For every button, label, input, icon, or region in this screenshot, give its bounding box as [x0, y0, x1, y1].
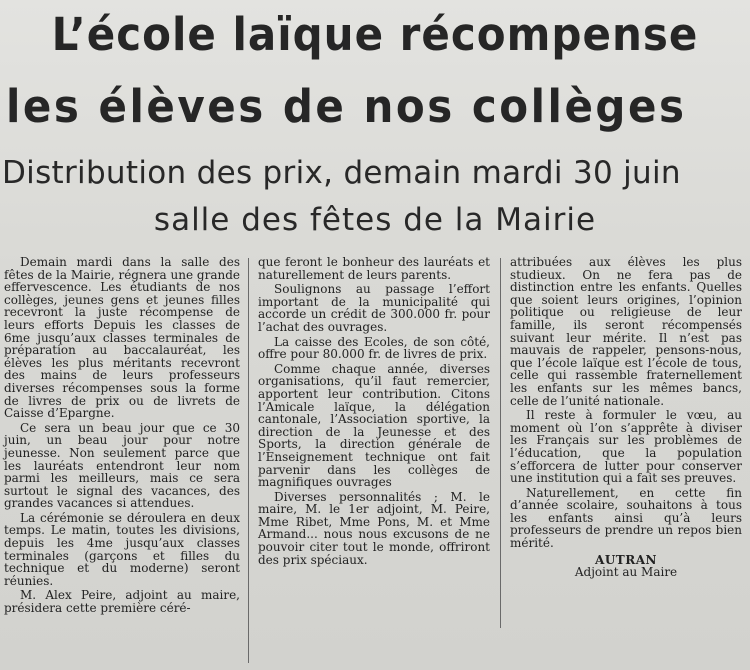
subheadline-line-1: Distribution des prix, demain mardi 30 juin	[2, 155, 681, 191]
headline-line-1: L’école laïque récompense	[51, 8, 699, 61]
subheadline-line-2: salle des fêtes de la Mairie	[153, 202, 597, 238]
headline-line-2: les élèves de nos collèges	[6, 80, 687, 133]
paragraph: Il reste à formuler le vœu, au moment où l’on s’apprête à diviser les Français sur les problèmes de l’éducation, que la population s’efforcera de lutter pour conserver une institution qui a fait ses preuves.	[510, 408, 742, 486]
paragraph: Demain mardi dans la salle des fêtes de la Mairie, régnera une grande effervescence. Les étudiants de nos collèges, jeunes gens et jeunes filles recevront la juste récompense de leurs efforts Depuis les classes de 6me jusqu’aux classes terminales de préparation au baccalauréat, les élèves les plus méritants recevront des mains de leurs professeurs diverses récompenses sous la forme de livres de prix ou de livrets de Caisse d’Epargne.	[4, 255, 240, 421]
column-divider-2	[500, 258, 501, 628]
article-column-2	[258, 256, 490, 568]
column-divider-1	[248, 258, 249, 663]
signature-title: Adjoint au Maire	[574, 565, 678, 580]
paragraph: La cérémonie se déroulera en deux temps. Le matin, toutes les divisions, depuis les 4me jusqu’aux classes terminales (garçons et filles du technique et du moderne) seront réunies.	[4, 510, 240, 588]
paragraph: Soulignons au passage l’effort important de la municipalité qui accorde un crédit de 300.000 fr. pour l’achat des ouvrages.	[258, 282, 490, 334]
article-column-1	[4, 256, 240, 617]
paragraph: La caisse des Ecoles, de son côté, offre pour 80.000 fr. de livres de prix.	[258, 334, 490, 362]
signature-name: AUTRAN	[595, 552, 657, 567]
paragraph: Naturellement, en cette fin d’année scolaire, souhaitons à tous les enfants ainsi qu’à leurs professeurs de prendre un repos bien mérité.	[510, 485, 742, 551]
paragraph: Ce sera un beau jour que ce 30 juin, un beau jour pour notre jeunesse. Non seulement parce que les lauréats entendront leur nom parmi les meilleurs, mais ce sera surtout le signal des vacances, des grandes vacances si attendues.	[4, 420, 240, 511]
paragraph: M. Alex Peire, adjoint au maire, présidera cette première céré-	[4, 588, 240, 616]
paragraph: Diverses personnalités ; M. le maire, M. le 1er adjoint, M. Peire, Mme Ribet, Mme Pons, M. et Mme Armand... nous nous excusons de ne pouvoir citer tout le monde, offriront des prix spéciaux.	[258, 489, 490, 567]
article-column-3	[510, 256, 742, 579]
paragraph-continuation: que feront le bonheur des lauréats et naturellement de leurs parents.	[258, 255, 490, 282]
paragraph-continuation: attribuées aux élèves les plus studieux. On ne fera pas de distinction entre les enfants. Quelles que soient leurs origines, l’opinion politique ou religieuse de leur famille, ils seront récompensés suivant leur mérite. Il n’est pas mauvais de rappeler, pensons-nous, que l’école laïque est l’école de tous, celle qui rassemble fraternellement les enfants sur les mêmes bancs, celle de l’unité nationale.	[510, 255, 742, 408]
paragraph: Comme chaque année, diverses organisations, qu’il faut remercier, apportent leur contribution. Citons l’Amicale laïque, la délégation cantonale, l’Association sportive, la direction de la Jeunesse et des Sports, la direction générale de l’Enseignement technique ont fait parvenir dans les collèges de magnifiques ouvrages	[258, 361, 490, 490]
